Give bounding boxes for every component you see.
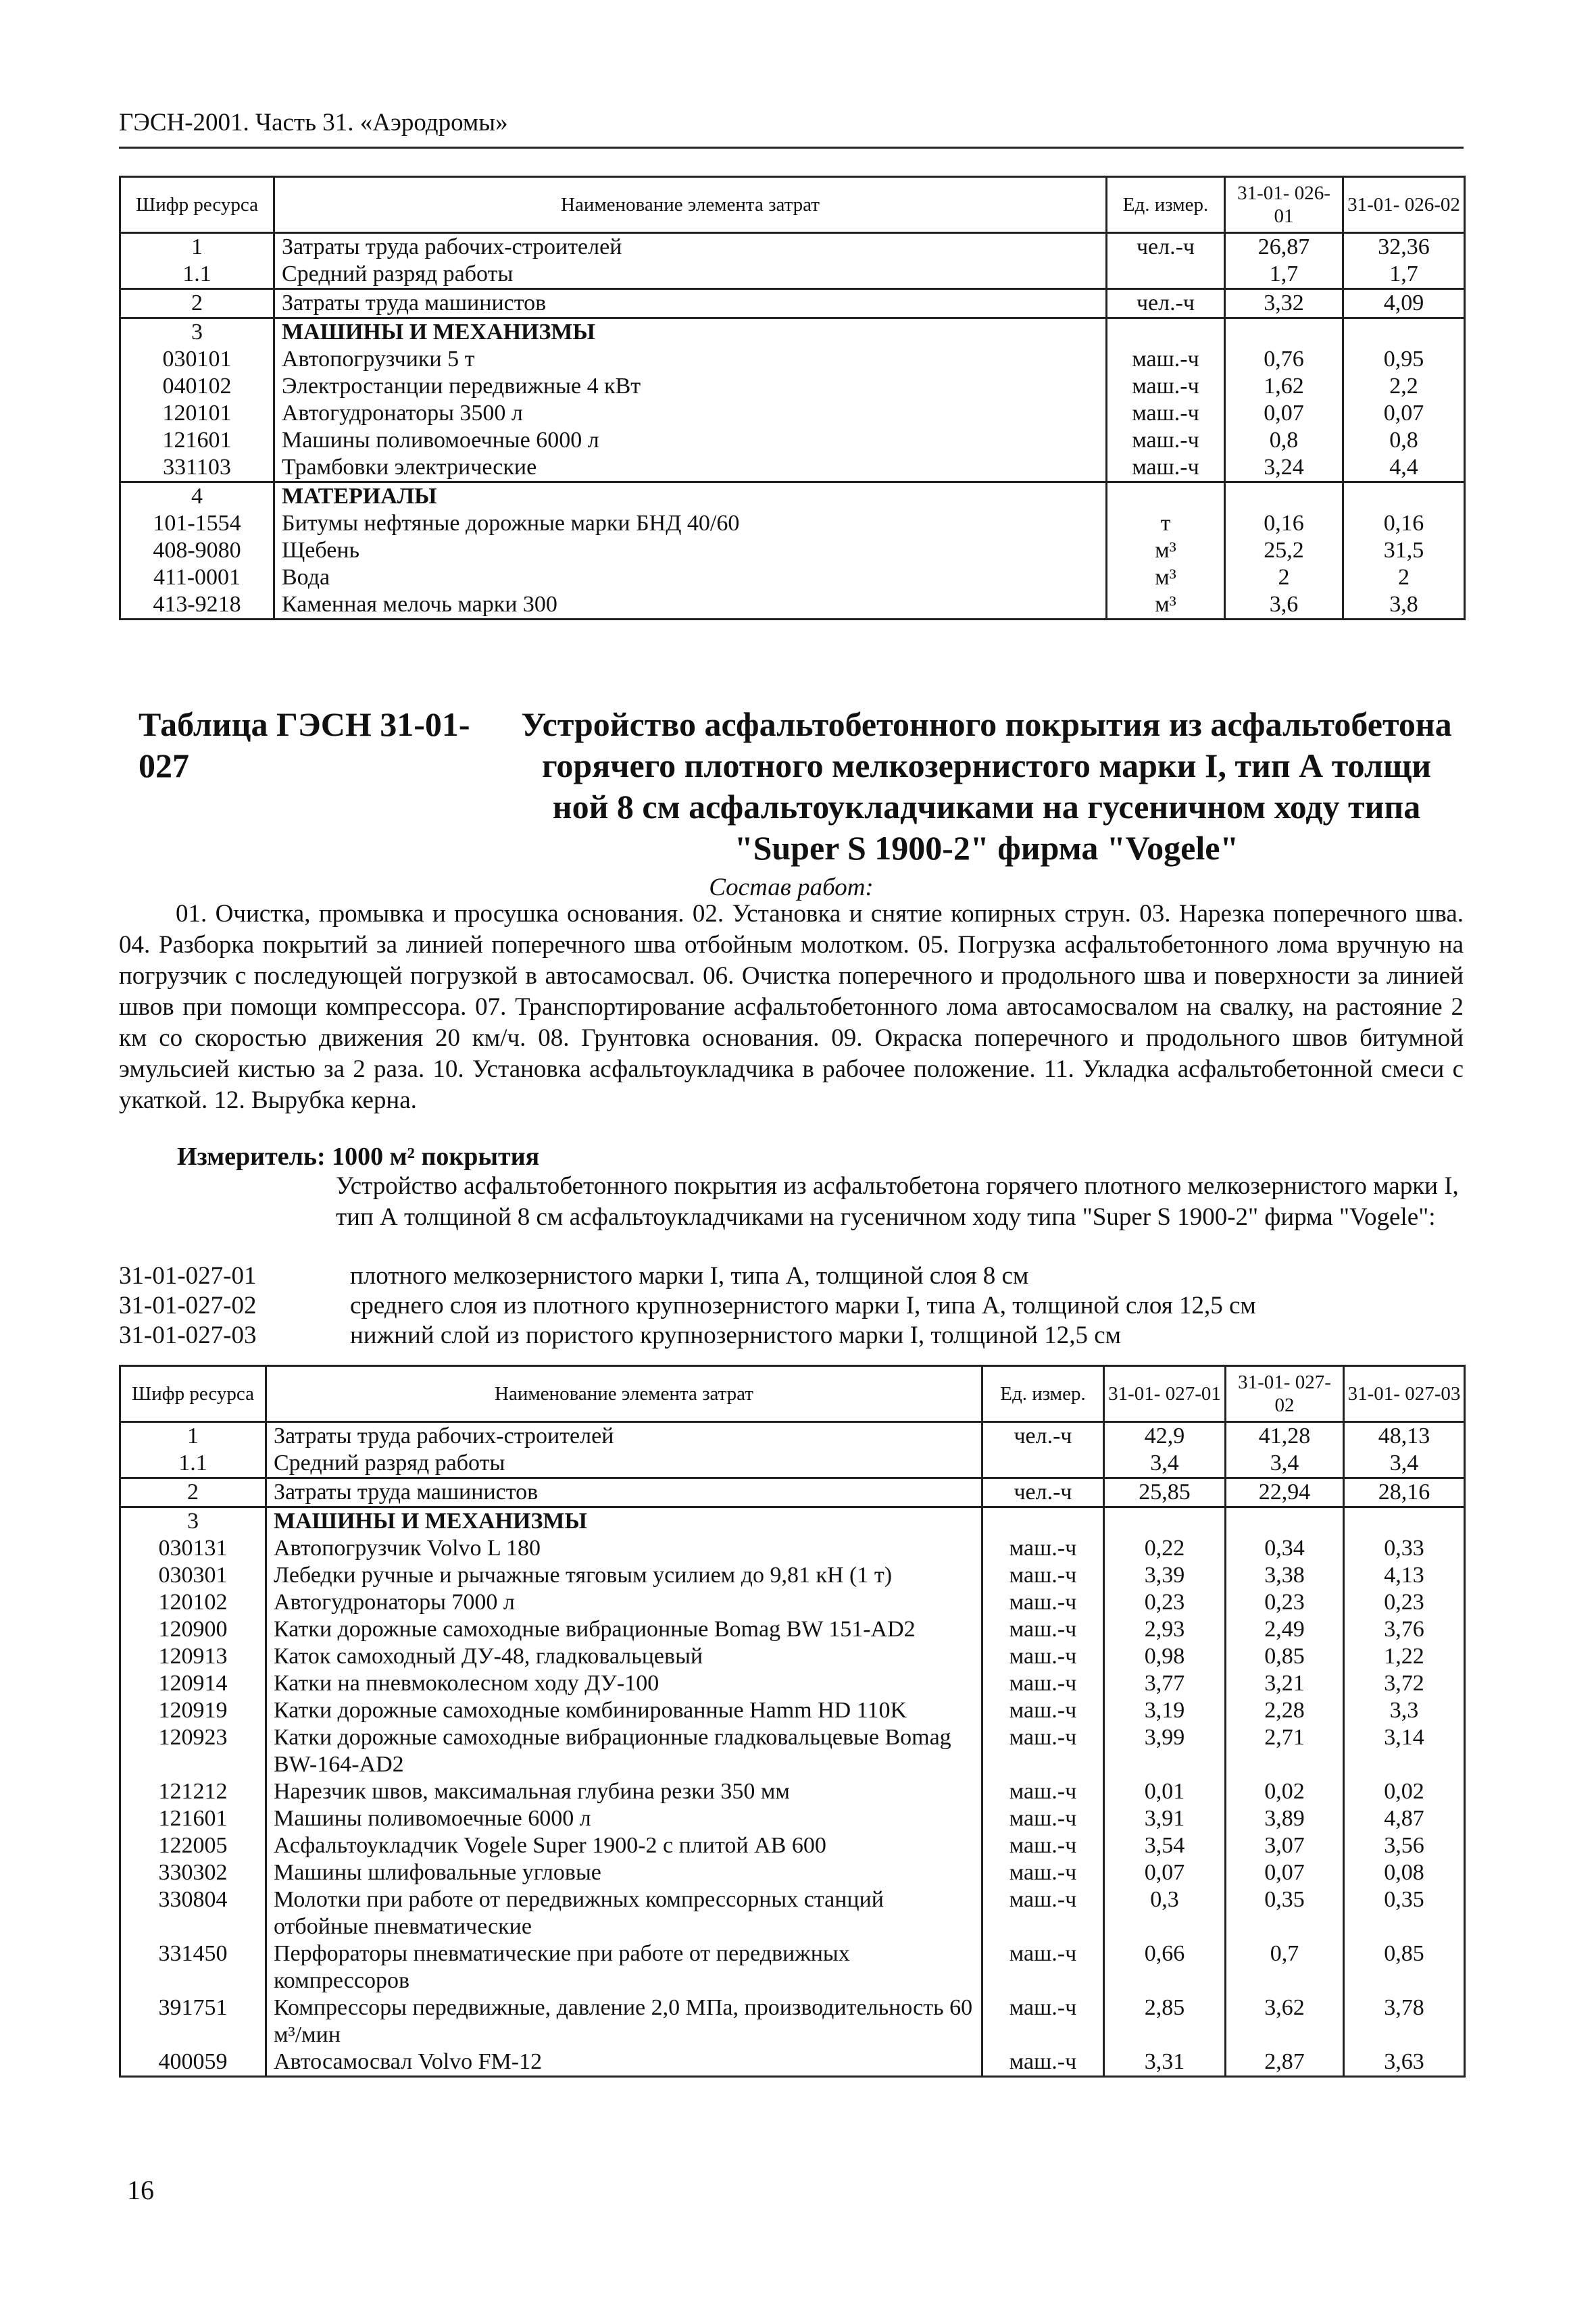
header-variant-2: 31-01- 027-02	[1226, 1366, 1344, 1422]
resource-code-cell: 120101	[120, 400, 274, 427]
header-variant-1: 31-01- 027-01	[1104, 1366, 1226, 1422]
table-row	[120, 1886, 1465, 1940]
value-cell: 3,76	[1344, 1616, 1465, 1643]
value-cell: 3,19	[1104, 1697, 1226, 1724]
unit-cell: маш.-ч	[982, 1805, 1104, 1832]
unit-cell: маш.-ч	[1107, 454, 1225, 482]
value-cell: 0,23	[1104, 1589, 1226, 1616]
value-cell: 0,85	[1226, 1643, 1344, 1670]
unit-cell: маш.-ч	[982, 1589, 1104, 1616]
resource-name-cell: Катки на пневмоколесном ходу ДУ-100	[266, 1670, 982, 1697]
resource-code-cell: 030131	[120, 1535, 266, 1562]
value-cell: 1,22	[1344, 1643, 1465, 1670]
value-cell: 31,5	[1343, 537, 1465, 564]
value-cell: 0,02	[1226, 1778, 1344, 1805]
unit-cell: маш.-ч	[982, 1994, 1104, 2048]
resource-code-cell: 040102	[120, 373, 274, 400]
value-cell: 3,72	[1344, 1670, 1465, 1697]
resource-name-cell: Молотки при работе от передвижных компрессорных станций отбойные пневматические	[266, 1886, 982, 1940]
unit-cell: маш.-ч	[982, 1886, 1104, 1940]
value-cell	[1225, 318, 1343, 347]
resource-code-cell: 330302	[120, 1859, 266, 1886]
table-row	[120, 1422, 1465, 1451]
value-cell: 3,6	[1225, 591, 1343, 620]
value-cell: 25,85	[1104, 1478, 1226, 1507]
table-row	[120, 318, 1465, 347]
value-cell: 42,9	[1104, 1422, 1226, 1451]
header-name: Наименование элемента затрат	[274, 177, 1107, 233]
table-row	[120, 537, 1465, 564]
variant-code: 31-01-027-01	[119, 1262, 257, 1290]
table-row	[120, 454, 1465, 482]
value-cell	[1104, 1507, 1226, 1536]
value-cell: 48,13	[1344, 1422, 1465, 1451]
table-row	[120, 1832, 1465, 1859]
unit-cell	[1107, 482, 1225, 511]
table-row	[120, 1778, 1465, 1805]
unit-cell: маш.-ч	[982, 1940, 1104, 1994]
unit-cell: маш.-ч	[982, 1670, 1104, 1697]
resource-code-cell: 391751	[120, 1994, 266, 2048]
table-row	[120, 1589, 1465, 1616]
table-title-body: Устройство асфальтобетонного покрытия из асфальтобетона горячего плотного мелкозернистого марки I, тип А толщи ной 8 см асфальтоукладчиками на гусеничном ходу типа "Super S 1900-2" фирма "Vogele"	[521, 705, 1452, 867]
header-variant-2: 31-01- 026-02	[1343, 177, 1465, 233]
value-cell: 4,09	[1343, 289, 1465, 318]
header-unit: Ед. измер.	[982, 1366, 1104, 1422]
value-cell: 2	[1225, 564, 1343, 591]
resource-code-cell: 2	[120, 1478, 266, 1507]
value-cell: 3,54	[1104, 1832, 1226, 1859]
value-cell: 0,8	[1225, 427, 1343, 454]
resource-code-cell: 120914	[120, 1670, 266, 1697]
value-cell: 0,07	[1104, 1859, 1226, 1886]
value-cell: 3,39	[1104, 1562, 1226, 1589]
unit-cell: м³	[1107, 564, 1225, 591]
value-cell: 0,66	[1104, 1940, 1226, 1994]
table-title	[139, 704, 1463, 869]
value-cell: 3,8	[1343, 591, 1465, 620]
value-cell: 0,95	[1343, 346, 1465, 373]
resource-code-cell: 120913	[120, 1643, 266, 1670]
value-cell: 0,08	[1344, 1859, 1465, 1886]
value-cell: 2,2	[1343, 373, 1465, 400]
table-row	[120, 1670, 1465, 1697]
value-cell: 0,16	[1225, 510, 1343, 537]
value-cell: 0,07	[1226, 1859, 1344, 1886]
value-cell: 0,33	[1344, 1535, 1465, 1562]
value-cell	[1226, 1507, 1344, 1536]
unit-cell: маш.-ч	[982, 1859, 1104, 1886]
unit-cell: м³	[1107, 591, 1225, 620]
table-row	[120, 482, 1465, 511]
unit-cell	[982, 1450, 1104, 1478]
resource-code-cell: 330804	[120, 1886, 266, 1940]
value-cell: 3,21	[1226, 1670, 1344, 1697]
resource-code-cell: 331450	[120, 1940, 266, 1994]
value-cell: 4,87	[1344, 1805, 1465, 1832]
table-row	[120, 427, 1465, 454]
unit-cell: маш.-ч	[1107, 373, 1225, 400]
resource-name-cell: Перфораторы пневматические при работе от передвижных компрессоров	[266, 1940, 982, 1994]
resource-code-cell: 101-1554	[120, 510, 274, 537]
unit-cell: маш.-ч	[982, 1643, 1104, 1670]
resource-name-cell: Нарезчик швов, максимальная глубина резки 350 мм	[266, 1778, 982, 1805]
resource-name-cell: Щебень	[274, 537, 1107, 564]
table-row	[120, 1562, 1465, 1589]
resource-code-cell: 122005	[120, 1832, 266, 1859]
value-cell: 3,32	[1225, 289, 1343, 318]
resource-name-cell: Машины поливомоечные 6000 л	[266, 1805, 982, 1832]
value-cell: 3,14	[1344, 1724, 1465, 1778]
resource-code-cell: 1	[120, 233, 274, 261]
resource-code-cell: 411-0001	[120, 564, 274, 591]
unit-cell: чел.-ч	[982, 1422, 1104, 1451]
table-row	[120, 1859, 1465, 1886]
unit-cell: маш.-ч	[982, 1535, 1104, 1562]
variant-row	[119, 1321, 1256, 1351]
resource-code-cell: 121601	[120, 427, 274, 454]
unit-cell	[1107, 261, 1225, 289]
table-row	[120, 1994, 1465, 2048]
value-cell	[1225, 482, 1343, 511]
unit-cell: маш.-ч	[982, 1562, 1104, 1589]
table-row	[120, 1643, 1465, 1670]
value-cell: 0,07	[1225, 400, 1343, 427]
unit-cell: чел.-ч	[1107, 289, 1225, 318]
table-row	[120, 1535, 1465, 1562]
unit-cell	[982, 1507, 1104, 1536]
header-variant-1: 31-01- 026-01	[1225, 177, 1343, 233]
value-cell	[1343, 318, 1465, 347]
table-row	[120, 1616, 1465, 1643]
table-row	[120, 373, 1465, 400]
resource-code-cell: 120900	[120, 1616, 266, 1643]
value-cell: 28,16	[1344, 1478, 1465, 1507]
unit-cell: маш.-ч	[1107, 400, 1225, 427]
value-cell: 2,87	[1226, 2048, 1344, 2077]
unit-cell: м³	[1107, 537, 1225, 564]
table-row	[120, 289, 1465, 318]
variant-code: 31-01-027-03	[119, 1322, 257, 1349]
value-cell: 0,35	[1226, 1886, 1344, 1940]
resource-code-cell: 3	[120, 318, 274, 347]
resource-name-cell: Автопогрузчики 5 т	[274, 346, 1107, 373]
resource-code-cell: 413-9218	[120, 591, 274, 620]
resource-name-cell: Асфальтоукладчик Vogele Super 1900-2 с плитой AB 600	[266, 1832, 982, 1859]
resource-code-cell: 120923	[120, 1724, 266, 1778]
resource-code-cell: 1.1	[120, 261, 274, 289]
resource-name-cell: Машины шлифовальные угловые	[266, 1859, 982, 1886]
resource-name-cell: Автосамосвал Volvo FM-12	[266, 2048, 982, 2077]
resource-name-cell: Средний разряд работы	[266, 1450, 982, 1478]
table-row	[120, 510, 1465, 537]
resource-name-cell: Катки дорожные самоходные комбинированные Hamm HD 110K	[266, 1697, 982, 1724]
value-cell: 0,7	[1226, 1940, 1344, 1994]
variant-row	[119, 1261, 1256, 1291]
unit-cell: чел.-ч	[1107, 233, 1225, 261]
value-cell: 0,98	[1104, 1643, 1226, 1670]
resource-code-cell: 1.1	[120, 1450, 266, 1478]
value-cell: 2,93	[1104, 1616, 1226, 1643]
value-cell: 3,31	[1104, 2048, 1226, 2077]
resource-code-cell: 030301	[120, 1562, 266, 1589]
table-row	[120, 346, 1465, 373]
resource-code-cell: 030101	[120, 346, 274, 373]
resource-name-cell: Машины поливомоечные 6000 л	[274, 427, 1107, 454]
value-cell: 3,3	[1344, 1697, 1465, 1724]
table-row	[120, 2048, 1465, 2077]
resource-name-cell: Автопогрузчик Volvo L 180	[266, 1535, 982, 1562]
value-cell: 0,8	[1343, 427, 1465, 454]
unit-cell: т	[1107, 510, 1225, 537]
value-cell: 1,62	[1225, 373, 1343, 400]
value-cell: 41,28	[1226, 1422, 1344, 1451]
meter-unit: Измеритель: 1000 м² покрытия	[177, 1142, 540, 1171]
variant-text: нижний слой из пористого крупнозернистого марки I, толщиной 12,5 см	[350, 1322, 1122, 1349]
resource-name-cell: Автогудронаторы 3500 л	[274, 400, 1107, 427]
resource-name-cell: Битумы нефтяные дорожные марки БНД 40/60	[274, 510, 1107, 537]
header-unit: Ед. измер.	[1107, 177, 1225, 233]
variant-code: 31-01-027-02	[119, 1292, 257, 1319]
table-row	[120, 591, 1465, 620]
value-cell: 0,76	[1225, 346, 1343, 373]
resource-name-cell: Затраты труда рабочих-строителей	[274, 233, 1107, 261]
value-cell: 32,36	[1343, 233, 1465, 261]
resource-code-cell: 2	[120, 289, 274, 318]
value-cell: 2,49	[1226, 1616, 1344, 1643]
table-row	[120, 1697, 1465, 1724]
resource-name-cell: Трамбовки электрические	[274, 454, 1107, 482]
header-code: Шифр ресурса	[120, 1366, 266, 1422]
table-row	[120, 233, 1465, 261]
value-cell: 3,38	[1226, 1562, 1344, 1589]
resource-code-cell: 121601	[120, 1805, 266, 1832]
value-cell: 3,07	[1226, 1832, 1344, 1859]
value-cell: 3,63	[1344, 2048, 1465, 2077]
unit-cell: маш.-ч	[982, 1724, 1104, 1778]
resource-name-cell: Средний разряд работы	[274, 261, 1107, 289]
variants-list	[119, 1261, 1256, 1351]
value-cell: 22,94	[1226, 1478, 1344, 1507]
page-header: ГЭСН-2001. Часть 31. «Аэродромы»	[119, 108, 1464, 149]
value-cell: 3,99	[1104, 1724, 1226, 1778]
value-cell: 3,4	[1104, 1450, 1226, 1478]
resource-name-cell: МАТЕРИАЛЫ	[274, 482, 1107, 511]
value-cell: 2,71	[1226, 1724, 1344, 1778]
unit-cell: чел.-ч	[982, 1478, 1104, 1507]
header-variant-3: 31-01- 027-03	[1344, 1366, 1465, 1422]
resource-table-026	[119, 176, 1466, 620]
resource-name-cell: МАШИНЫ И МЕХАНИЗМЫ	[266, 1507, 982, 1536]
value-cell: 2	[1343, 564, 1465, 591]
resource-code-cell: 120919	[120, 1697, 266, 1724]
unit-cell: маш.-ч	[982, 2048, 1104, 2077]
header-name: Наименование элемента затрат	[266, 1366, 982, 1422]
resource-code-cell: 4	[120, 482, 274, 511]
value-cell: 25,2	[1225, 537, 1343, 564]
value-cell: 0,34	[1226, 1535, 1344, 1562]
value-cell: 0,35	[1344, 1886, 1465, 1940]
table-row	[120, 1805, 1465, 1832]
resource-table-027	[119, 1365, 1466, 2078]
value-cell	[1344, 1507, 1465, 1536]
value-cell: 1,7	[1343, 261, 1465, 289]
value-cell: 0,02	[1344, 1778, 1465, 1805]
resource-code-cell: 121212	[120, 1778, 266, 1805]
variant-row	[119, 1291, 1256, 1321]
resource-code-cell: 3	[120, 1507, 266, 1536]
header-code: Шифр ресурса	[120, 177, 274, 233]
resource-code-cell: 120102	[120, 1589, 266, 1616]
value-cell: 4,13	[1344, 1562, 1465, 1589]
variant-text: среднего слоя из плотного крупнозернистого марки I, типа А, толщиной слоя 12,5 см	[350, 1292, 1256, 1319]
value-cell: 2,28	[1226, 1697, 1344, 1724]
unit-cell: маш.-ч	[1107, 427, 1225, 454]
resource-name-cell: Затраты труда машинистов	[274, 289, 1107, 318]
table-row	[120, 1940, 1465, 1994]
unit-cell: маш.-ч	[1107, 346, 1225, 373]
table-row	[120, 1450, 1465, 1478]
value-cell: 3,89	[1226, 1805, 1344, 1832]
value-cell: 0,16	[1343, 510, 1465, 537]
page-number: 16	[127, 2175, 154, 2205]
value-cell: 3,78	[1344, 1994, 1465, 2048]
value-cell: 0,07	[1343, 400, 1465, 427]
table-intro: Устройство асфальтобетонного покрытия из асфальтобетона горячего плотного мелкозернистого марки I, тип А толщиной 8 см асфальтоукладчиками на гусеничном ходу типа "Super S 1900-2" фирма "Vogele":	[336, 1172, 1459, 1231]
value-cell: 4,4	[1343, 454, 1465, 482]
works-description: 01. Очистка, промывка и просушка основания. 02. Установка и снятие копирных струн. 03. Нарезка поперечного шва. 04. Разборка покрытий за линией поперечного шва отбойным молотком. 05. Погрузка асфальтобетонного лома вручную на погрузчик с последующей погрузкой в автосамосвал. 06. Очистка поперечного и продольного шва и поверхности за линией швов при помощи компрессора. 07. Транспортирование асфальтобетонного лома автосамосвалом на свалку, на растояние 2 км со скоростью движения 20 км/ч. 08. Грунтовка основания. 09. Окраска поперечного и продольного швов битумной эмульсией кистью за 2 раза. 10. Установка асфальтоукладчика в рабочее положение. 11. Укладка асфальтобетонной смеси с укаткой. 12. Вырубка керна.	[119, 900, 1464, 1114]
resource-name-cell: Электростанции передвижные 4 кВт	[274, 373, 1107, 400]
unit-cell: маш.-ч	[982, 1697, 1104, 1724]
value-cell: 3,77	[1104, 1670, 1226, 1697]
resource-name-cell: МАШИНЫ И МЕХАНИЗМЫ	[274, 318, 1107, 347]
resource-code-cell: 331103	[120, 454, 274, 482]
value-cell: 0,23	[1226, 1589, 1344, 1616]
value-cell: 3,56	[1344, 1832, 1465, 1859]
resource-code-cell: 400059	[120, 2048, 266, 2077]
unit-cell	[1107, 318, 1225, 347]
unit-cell: маш.-ч	[982, 1778, 1104, 1805]
value-cell: 3,4	[1344, 1450, 1465, 1478]
table-row	[120, 564, 1465, 591]
table-row	[120, 400, 1465, 427]
value-cell: 0,23	[1344, 1589, 1465, 1616]
value-cell: 3,24	[1225, 454, 1343, 482]
resource-name-cell: Затраты труда машинистов	[266, 1478, 982, 1507]
works-label: Состав работ:	[709, 874, 874, 901]
resource-code-cell: 1	[120, 1422, 266, 1451]
resource-name-cell: Каменная мелочь марки 300	[274, 591, 1107, 620]
value-cell: 3,91	[1104, 1805, 1226, 1832]
resource-name-cell: Автогудронаторы 7000 л	[266, 1589, 982, 1616]
value-cell: 0,85	[1344, 1940, 1465, 1994]
resource-name-cell: Затраты труда рабочих-строителей	[266, 1422, 982, 1451]
resource-name-cell: Каток самоходный ДУ-48, гладковальцевый	[266, 1643, 982, 1670]
value-cell: 26,87	[1225, 233, 1343, 261]
value-cell: 1,7	[1225, 261, 1343, 289]
resource-code-cell: 408-9080	[120, 537, 274, 564]
value-cell: 0,22	[1104, 1535, 1226, 1562]
resource-name-cell: Вода	[274, 564, 1107, 591]
value-cell: 3,62	[1226, 1994, 1344, 2048]
value-cell: 0,01	[1104, 1778, 1226, 1805]
resource-name-cell: Компрессоры передвижные, давление 2,0 МПа, производительность 60 м³/мин	[266, 1994, 982, 2048]
value-cell: 3,4	[1226, 1450, 1344, 1478]
resource-name-cell: Катки дорожные самоходные вибрационные гладковальцевые Bomag BW-164-AD2	[266, 1724, 982, 1778]
table-row	[120, 1478, 1465, 1507]
variant-text: плотного мелкозернистого марки I, типа А, толщиной слоя 8 см	[350, 1262, 1029, 1290]
table-row	[120, 1724, 1465, 1778]
value-cell: 2,85	[1104, 1994, 1226, 2048]
table-row	[120, 1507, 1465, 1536]
unit-cell: маш.-ч	[982, 1616, 1104, 1643]
table-title-prefix: Таблица ГЭСН 31-01-027	[139, 705, 470, 784]
resource-name-cell: Катки дорожные самоходные вибрационные Bomag BW 151-AD2	[266, 1616, 982, 1643]
unit-cell: маш.-ч	[982, 1832, 1104, 1859]
resource-name-cell: Лебедки ручные и рычажные тяговым усилием до 9,81 кН (1 т)	[266, 1562, 982, 1589]
value-cell	[1343, 482, 1465, 511]
value-cell: 0,3	[1104, 1886, 1226, 1940]
table-row	[120, 261, 1465, 289]
